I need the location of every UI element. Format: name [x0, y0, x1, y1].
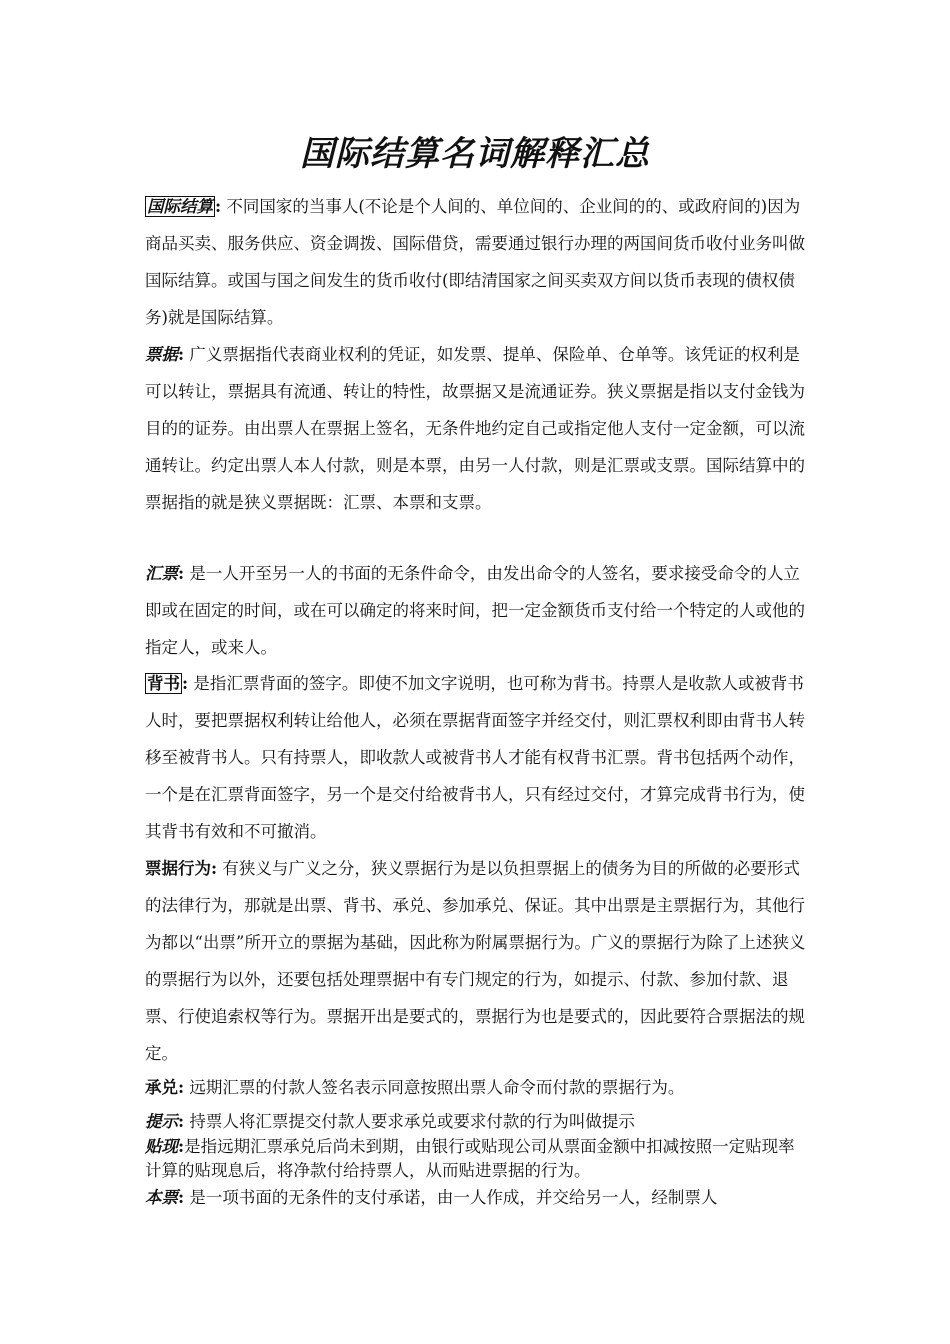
entry-text: 是一人开至另一人的书面的无条件命令，由发出命令的人签名，要求接受命令的人立即或在固定的时间，或在可以确定的将来时间，把一定金额货币支付给一个特定的人或他的指定人，或来人。	[145, 564, 805, 657]
entry-separator: :	[178, 1137, 185, 1156]
entry-separator: :	[178, 1188, 185, 1207]
entry-separator: :	[178, 1112, 185, 1131]
entry-separator: :	[178, 1078, 185, 1097]
entry-term: 票据行为	[145, 859, 211, 878]
entry-text: 远期汇票的付款人签名表示同意按照出票人命令而付款的票据行为。	[184, 1078, 685, 1097]
entry-separator: :	[211, 859, 218, 878]
entry-term: 票据	[145, 345, 178, 364]
entry-bill	[145, 336, 810, 521]
entry-term: 国际结算	[147, 197, 213, 216]
entry-term: 承兑	[145, 1078, 178, 1097]
entry-term: 汇票	[145, 564, 178, 583]
entry-text: 有狭义与广义之分，狭义票据行为是以负担票据上的债务为目的所做的必要形式的法律行为，那就是出票、背书、承兑、参加承兑、保证。其中出票是主票据行为，其他行为都以“出票”所开立的票据为基础，因此称为附属票据行为。广义的票据行为除了上述狭义的票据行为以外，还要包括处理票据中有专门规定的行为，如提示、付款、参加付款、退票、行使追索权等行为。票据开出是要式的，票据行为也是要式的，因此要符合票据法的规定。	[145, 859, 806, 1063]
page-title: 国际结算名词解释汇总	[300, 134, 650, 174]
entry-draft	[145, 555, 810, 666]
entry-text: 是指远期汇票承兑后尚未到期，由银行或贴现公司从票面金额中扣减按照一定贴现率计算的贴现息后，将净款付给持票人，从而贴进票据的行为。	[145, 1137, 795, 1180]
entry-presentation	[145, 1110, 810, 1134]
entry-term: 本票	[145, 1188, 178, 1207]
entry-text: 是指汇票背面的签字。即使不加文字说明，也可称为背书。持票人是收款人或被背书人时，要把票据权利转让给他人，必须在票据背面签字并经交付，则汇票权利即由背书人转移至被背书人。只有持票人，即收款人或被背书人才能有权背书汇票。背书包括两个动作，一个是在汇票背面签字，另一个是交付给被背书人，只有经过交付，才算完成背书行为，使其背书有效和不可撤消。	[145, 674, 805, 841]
entry-discount	[145, 1135, 810, 1183]
entry-separator: :	[178, 345, 185, 364]
entry-acceptance	[145, 1069, 810, 1106]
entry-separator: :	[178, 564, 185, 583]
entry-international-settlement	[145, 188, 810, 336]
entry-bill-act	[145, 850, 810, 1072]
entry-text: 持票人将汇票提交付款人要求承兑或要求付款的行为叫做提示	[184, 1112, 635, 1131]
entry-promissory-note	[145, 1186, 810, 1210]
entry-text: 不同国家的当事人(不论是个人间的、单位间的、企业间的的、或政府间的)因为商品买卖、服务供应、资金调拨、国际借贷，需要通过银行办理的两国间货币收付业务叫做国际结算。或国与国之间发生的货币收付(即结清国家之间买卖双方间以货币表现的债权债务)就是国际结算。	[145, 197, 805, 327]
entry-term: 背书	[147, 674, 180, 693]
entry-separator: :	[182, 674, 189, 693]
entry-endorsement	[145, 665, 810, 850]
entry-text: 广义票据指代表商业权利的凭证，如发票、提单、保险单、仓单等。该凭证的权利是可以转让，票据具有流通、转让的特性，故票据又是流通证券。狭义票据是指以支付金钱为目的的证券。由出票人在票据上签名，无条件地约定自己或指定他人支付一定金额，可以流通转让。约定出票人本人付款，则是本票，由另一人付款，则是汇票或支票。国际结算中的票据指的就是狭义票据既：汇票、本票和支票。	[145, 345, 805, 512]
entry-term: 提示	[145, 1112, 178, 1131]
entry-text: 是一项书面的无条件的支付承诺，由一人作成，并交给另一人，经制票人	[184, 1188, 718, 1207]
entry-term: 贴现	[145, 1137, 178, 1156]
entry-separator: :	[215, 197, 222, 216]
